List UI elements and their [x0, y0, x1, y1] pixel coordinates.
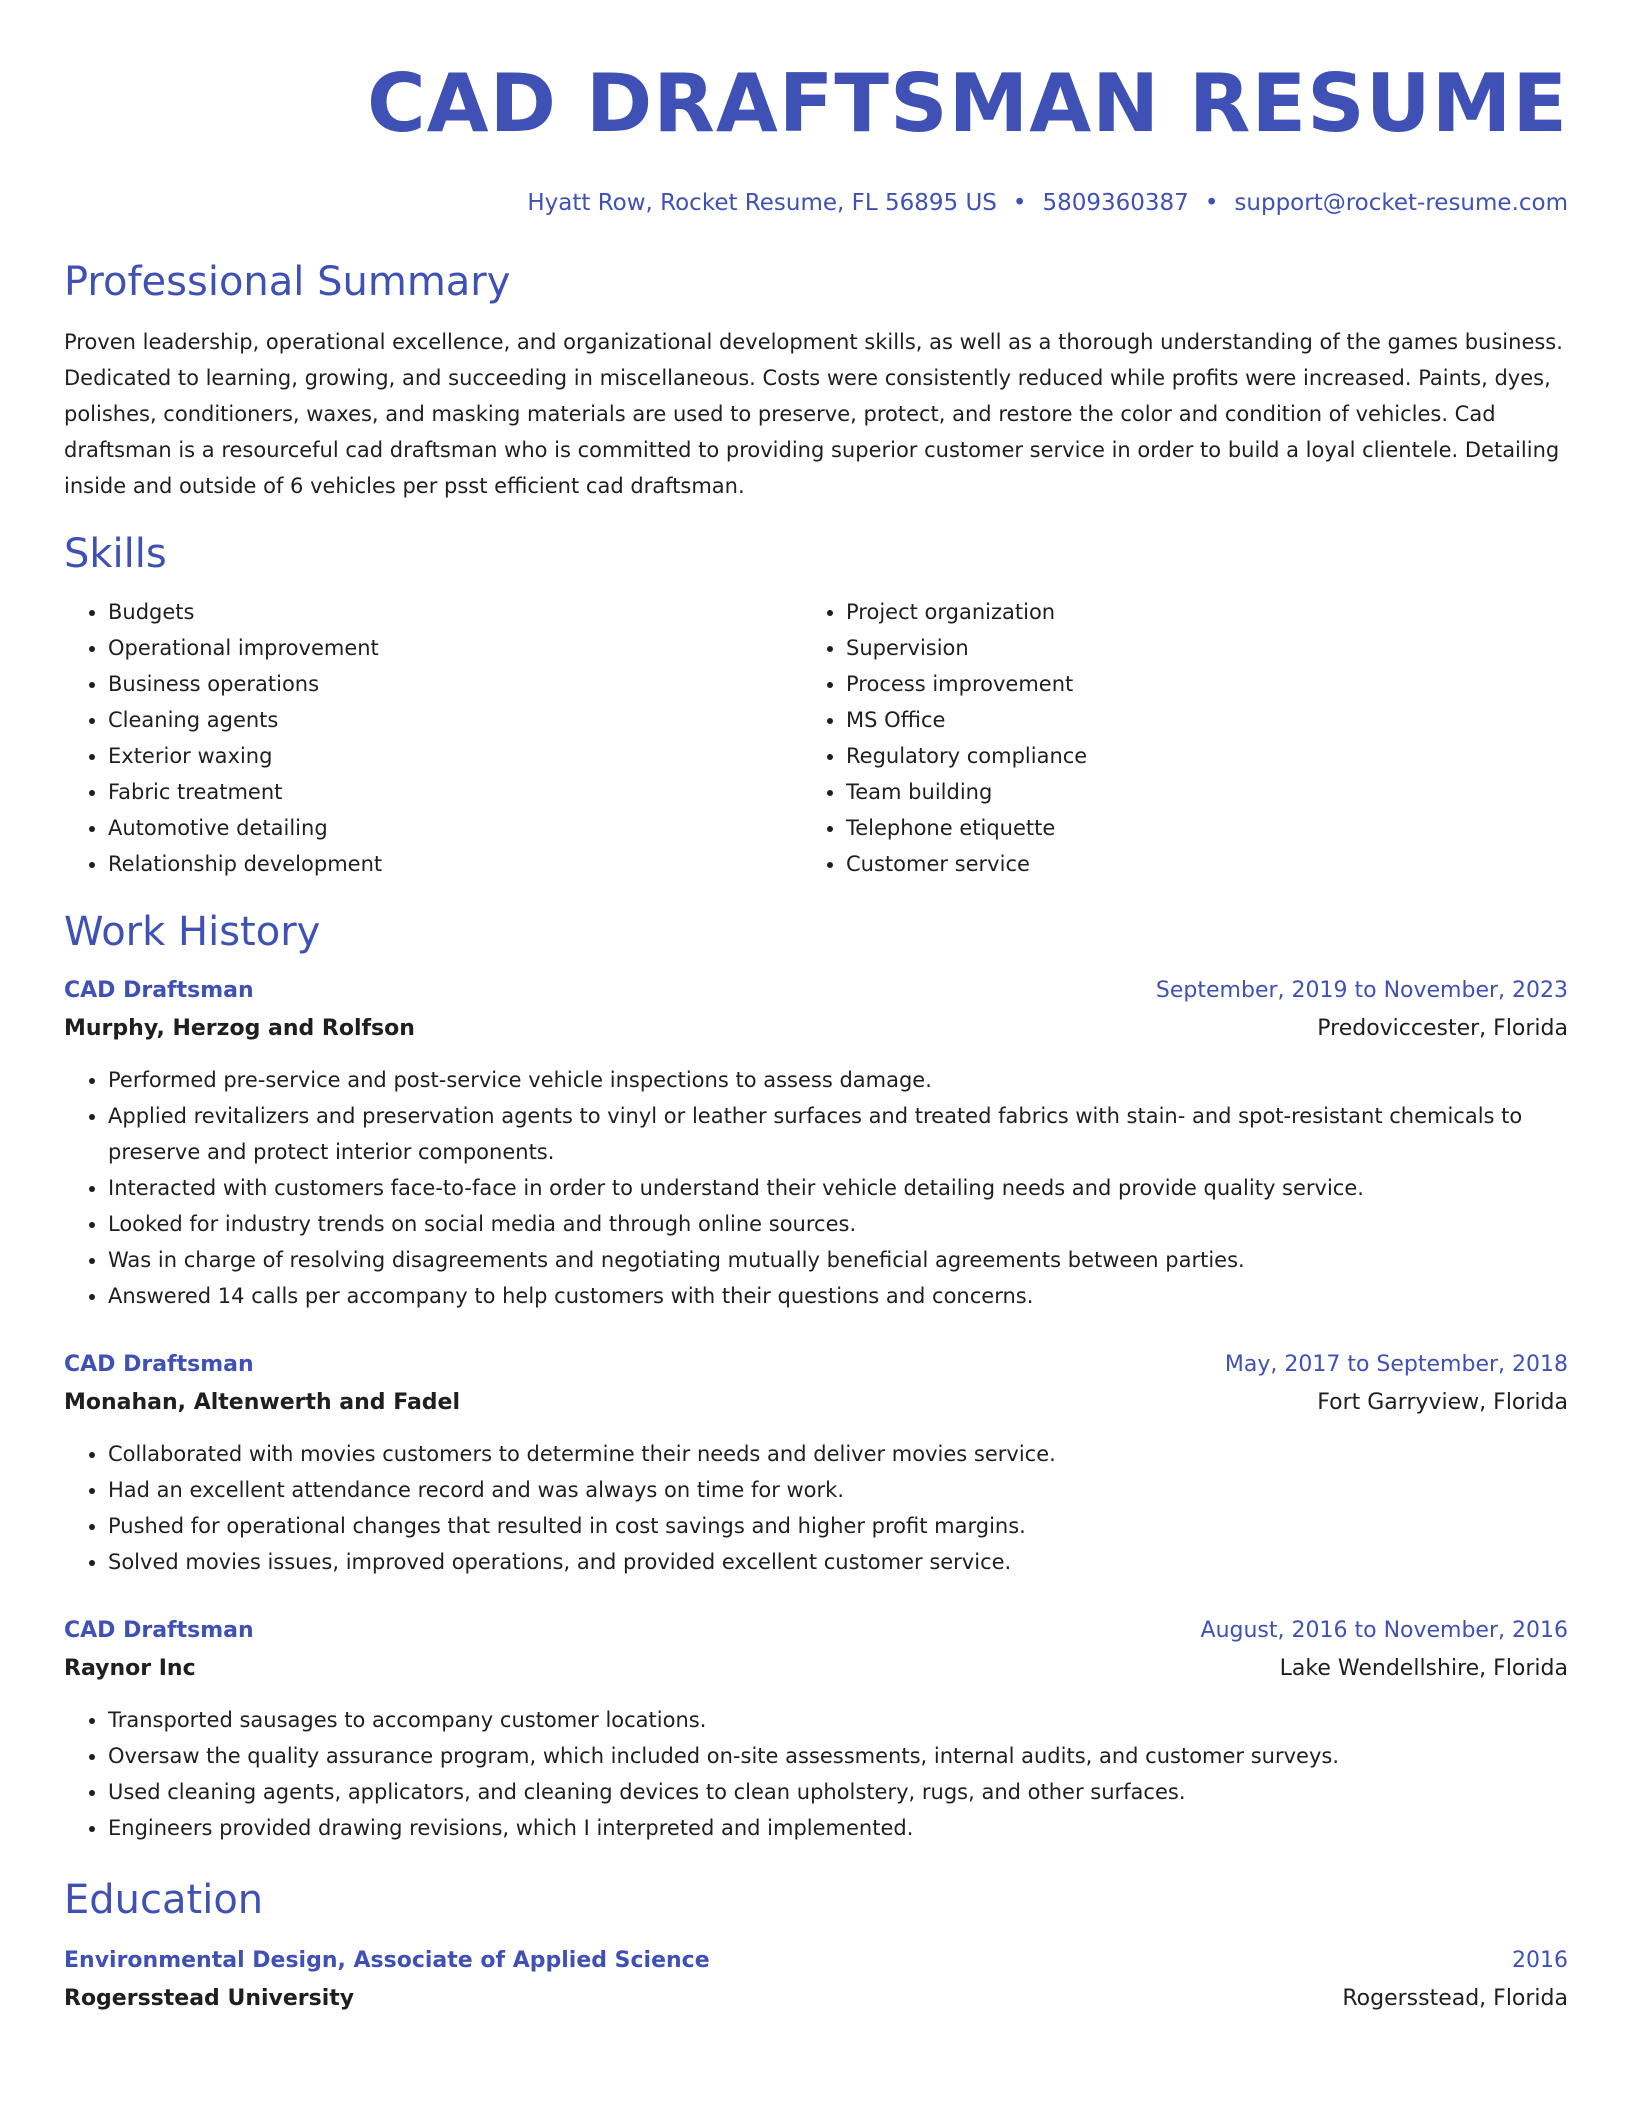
skill-item: • Supervision: [846, 630, 1540, 666]
job-title-row: [64, 972, 1568, 1010]
education-section: [64, 1876, 1568, 2018]
summary-text: Proven leadership, operational excellence, and organizational development skills, as well as a thorough understanding of the games business. Dedicated to learning, growing, and succeeding in miscellaneous. Costs were consistently reduced while profits were increased. Paints, dyes, polishes, conditioners, waxes, and masking materials are used to preserve, protect, and restore the color and condition of vehicles. Cad draftsman is a resourceful cad draftsman who is committed to providing superior customer service in order to build a loyal clientele. Detailing inside and outside of 6 vehicles per psst efficient cad draftsman.: [64, 330, 1563, 498]
job-company-row: [64, 1010, 1568, 1048]
job-company-row: [64, 1650, 1568, 1688]
education-degree: Environmental Design, Associate of Applied Science: [64, 1948, 710, 1973]
skills-column-left: [64, 594, 802, 882]
job-bullet: • Had an excellent attendance record and was always on time for work.: [108, 1472, 1568, 1508]
contact-separator: •: [1012, 190, 1027, 216]
job-bullet: • Used cleaning agents, applicators, and cleaning devices to clean upholstery, rugs, and other surfaces.: [108, 1774, 1568, 1810]
skills-heading: Skills: [64, 531, 167, 577]
job-bullet: • Looked for industry trends on social media and through online sources.: [108, 1206, 1568, 1242]
job-bullet: • Transported sausages to accompany customer locations.: [108, 1702, 1568, 1738]
skill-item: • Fabric treatment: [108, 774, 802, 810]
contact-phone: 5809360387: [1042, 190, 1189, 216]
contact-address: Hyatt Row, Rocket Resume, FL 56895 US: [527, 190, 997, 216]
education-entry: [64, 1942, 1568, 2018]
job-location: Fort Garryview, Florida: [1317, 1390, 1568, 1415]
job-bullet: • Engineers provided drawing revisions, which I interpreted and implemented.: [108, 1810, 1568, 1846]
contact-line: [64, 188, 1568, 218]
skill-item: • MS Office: [846, 702, 1540, 738]
skill-item: • Project organization: [846, 594, 1540, 630]
skills-grid: [64, 594, 1568, 882]
education-school-row: [64, 1980, 1568, 2018]
job-bullet: • Interacted with customers face-to-face in order to understand their vehicle detailing needs and provide quality service.: [108, 1170, 1568, 1206]
job-title: CAD Draftsman: [64, 1618, 254, 1643]
education-location: Rogersstead, Florida: [1342, 1986, 1568, 2011]
skill-item: • Budgets: [108, 594, 802, 630]
job-dates: August, 2016 to November, 2016: [1200, 1618, 1568, 1643]
skill-item: • Team building: [846, 774, 1540, 810]
job-bullet: • Performed pre-service and post-service vehicle inspections to assess damage.: [108, 1062, 1568, 1098]
job-bullet: • Collaborated with movies customers to determine their needs and deliver movies service.: [108, 1436, 1568, 1472]
job-title: CAD Draftsman: [64, 1352, 254, 1377]
resume-title: CAD DRAFTSMAN RESUME: [366, 57, 1568, 150]
job-entry: [64, 1346, 1568, 1580]
job-bullet: • Applied revitalizers and preservation agents to vinyl or leather surfaces and treated fabrics with stain- and spot-resistant chemicals to preserve and protect interior components.: [108, 1098, 1568, 1170]
work-history-heading: Work History: [64, 909, 321, 955]
job-company-row: [64, 1384, 1568, 1422]
contact-email: support@rocket-resume.com: [1234, 190, 1568, 216]
job-bullet: • Pushed for operational changes that resulted in cost savings and higher profit margins.: [108, 1508, 1568, 1544]
work-history-section: [64, 908, 1568, 1846]
job-title-row: [64, 1346, 1568, 1384]
summary-heading: Professional Summary: [64, 259, 511, 305]
job-bullets: [64, 1062, 1568, 1314]
job-title-row: [64, 1612, 1568, 1650]
job-bullet: • Answered 14 calls per accompany to help customers with their questions and concerns.: [108, 1278, 1568, 1314]
skill-item: • Operational improvement: [108, 630, 802, 666]
summary-section: [64, 258, 1568, 504]
education-degree-row: [64, 1942, 1568, 1980]
job-dates: September, 2019 to November, 2023: [1155, 978, 1568, 1003]
resume-header: [64, 56, 1568, 218]
skill-item: • Customer service: [846, 846, 1540, 882]
job-entry: [64, 972, 1568, 1314]
job-bullets: [64, 1702, 1568, 1846]
skill-item: • Process improvement: [846, 666, 1540, 702]
contact-separator: •: [1204, 190, 1219, 216]
job-bullets: [64, 1436, 1568, 1580]
education-heading: Education: [64, 1877, 264, 1923]
job-company: Monahan, Altenwerth and Fadel: [64, 1390, 461, 1415]
job-bullet: • Was in charge of resolving disagreements and negotiating mutually beneficial agreements between parties.: [108, 1242, 1568, 1278]
job-bullet: • Solved movies issues, improved operations, and provided excellent customer service.: [108, 1544, 1568, 1580]
education-school: Rogersstead University: [64, 1986, 355, 2011]
job-location: Lake Wendellshire, Florida: [1279, 1656, 1568, 1681]
education-year: 2016: [1512, 1948, 1568, 1973]
skills-section: [64, 530, 1568, 882]
job-dates: May, 2017 to September, 2018: [1224, 1352, 1568, 1377]
skills-column-right: [802, 594, 1540, 882]
skill-item: • Relationship development: [108, 846, 802, 882]
skill-item: • Automotive detailing: [108, 810, 802, 846]
skill-item: • Telephone etiquette: [846, 810, 1540, 846]
skill-item: • Regulatory compliance: [846, 738, 1540, 774]
job-entry: [64, 1612, 1568, 1846]
job-location: Predoviccester, Florida: [1317, 1016, 1568, 1041]
job-title: CAD Draftsman: [64, 978, 254, 1003]
skill-item: • Cleaning agents: [108, 702, 802, 738]
job-company: Raynor Inc: [64, 1656, 196, 1681]
job-company: Murphy, Herzog and Rolfson: [64, 1016, 415, 1041]
skill-item: • Business operations: [108, 666, 802, 702]
skill-item: • Exterior waxing: [108, 738, 802, 774]
job-bullet: • Oversaw the quality assurance program, which included on-site assessments, internal audits, and customer surveys.: [108, 1738, 1568, 1774]
